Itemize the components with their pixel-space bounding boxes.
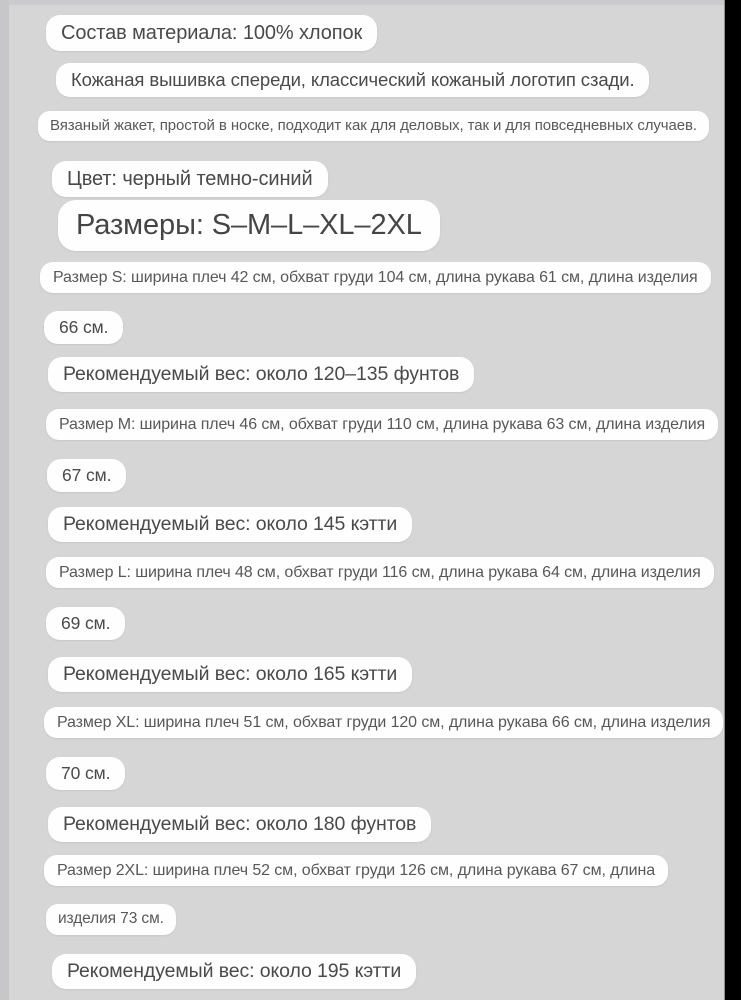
size-l-measurements-line: Размер L: ширина плеч 48 см, обхват груди 116 см, длина рукава 64 см, длина изделия xyxy=(46,557,714,588)
size-m-measurements-line: Размер M: ширина плеч 46 см, обхват груди 110 см, длина рукава 63 см, длина изделия xyxy=(46,409,718,440)
size-xl-measurements-line: Размер XL: ширина плеч 51 см, обхват груди 120 см, длина рукава 66 см, длина изделия xyxy=(44,707,723,738)
size-s-weight-line: Рекомендуемый вес: около 120–135 фунтов xyxy=(48,357,474,392)
size-2xl-weight-line: Рекомендуемый вес: около 195 кэтти xyxy=(52,954,416,989)
size-xl-length-line: 70 см. xyxy=(46,757,125,790)
size-2xl-length-line: изделия 73 см. xyxy=(46,904,176,935)
embroidery-feature-line: Кожаная вышивка спереди, классический кожаный логотип сзади. xyxy=(56,63,649,97)
size-m-weight-line: Рекомендуемый вес: около 145 кэтти xyxy=(48,507,412,542)
style-feature-line: Вязаный жакет, простой в носке, подходит как для деловых, так и для повседневных случаев. xyxy=(38,111,709,141)
size-m-length-line: 67 см. xyxy=(47,459,126,492)
size-xl-weight-line: Рекомендуемый вес: около 180 фунтов xyxy=(48,807,431,842)
size-s-measurements-line: Размер S: ширина плеч 42 см, обхват груди 104 см, длина рукава 61 см, длина изделия xyxy=(40,262,711,293)
sizes-title: Размеры: S–M–L–XL–2XL xyxy=(58,200,440,251)
size-l-length-line: 69 см. xyxy=(46,607,125,640)
material-composition-line: Состав материала: 100% хлопок xyxy=(46,15,377,51)
size-2xl-measurements-line: Размер 2XL: ширина плеч 52 см, обхват груди 126 см, длина рукава 67 см, длина xyxy=(44,855,668,886)
size-s-length-line: 66 см. xyxy=(44,311,123,344)
color-line: Цвет: черный темно-синий xyxy=(52,161,328,197)
size-l-weight-line: Рекомендуемый вес: около 165 кэтти xyxy=(48,657,412,692)
